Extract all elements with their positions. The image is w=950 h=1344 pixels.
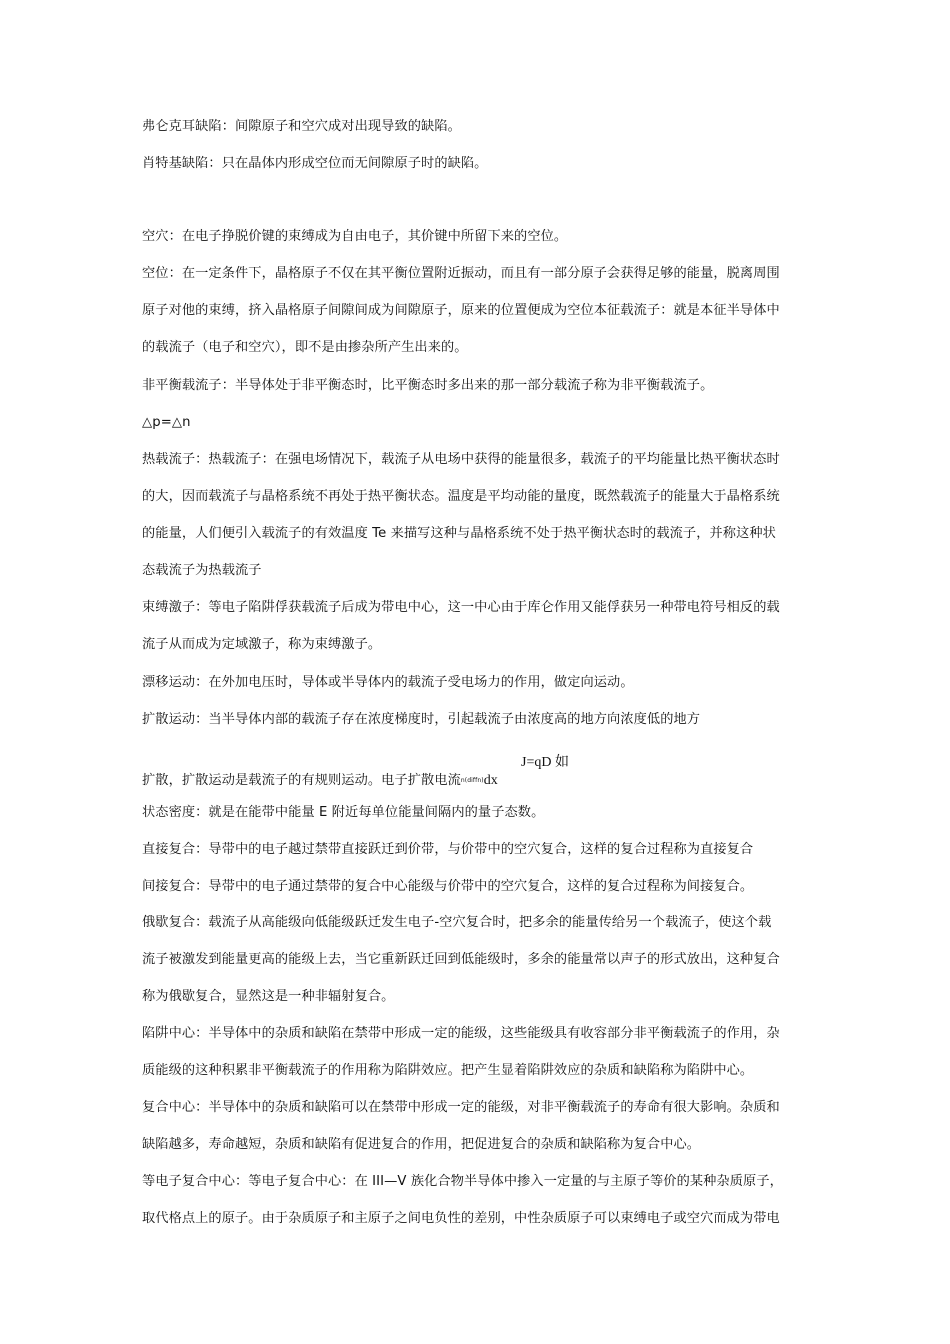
text-line-17: 状态密度：就是在能带中能量 E 附近每单位能量间隔内的量子态数。: [142, 805, 545, 820]
text-line-18: 直接复合：导带中的电子越过禁带直接跃迁到价带，与价带中的空穴复合，这样的复合过程称为直接复合: [142, 842, 754, 857]
text-line-9: 热载流子：热载流子：在强电场情况下，载流子从电场中获得的能量很多，载流子的平均能量比热平衡状态时: [142, 452, 780, 467]
text-line-4: 空位：在一定条件下，晶格原子不仅在其平衡位置附近振动，而且有一部分原子会获得足够的能量，脱离周围: [142, 266, 780, 281]
text-line-5: 原子对他的束缚，挤入晶格原子间隙间成为间隙原子，原来的位置便成为空位本征载流子：就是本征半导体中: [142, 303, 780, 318]
diffusion-subscript: n(diffn): [460, 777, 484, 784]
text-line-27: 等电子复合中心：等电子复合中心：在 III—V 族化合物半导体中掺入一定量的与主原子等价的某种杂质原子，: [142, 1174, 783, 1189]
diffusion-line: [142, 772, 498, 790]
text-line-11: 的能量，人们便引入载流子的有效温度 Te 来描写这种与晶格系统不处于热平衡状态时的载流子，并称这种状: [142, 526, 776, 541]
text-line-6: 的载流子（电子和空穴），即不是由掺杂所产生出来的。: [142, 340, 468, 355]
text-line-8: △p=△n: [142, 415, 191, 430]
text-line-16: 扩散运动：当半导体内部的载流子存在浓度梯度时，引起载流子由浓度高的地方向浓度低的地方: [142, 712, 701, 727]
text-line-19: 间接复合：导带中的电子通过禁带的复合中心能级与价带中的空穴复合，这样的复合过程称为间接复合。: [142, 879, 754, 894]
text-line-14: 流子从而成为定域激子，称为束缚激子。: [142, 637, 382, 652]
text-line-1: 弗仑克耳缺陷：间隙原子和空穴成对出现导致的缺陷。: [142, 119, 461, 134]
diffusion-text: 扩散，扩散运动是载流子的有规则运动。电子扩散电流: [142, 773, 461, 788]
text-line-25: 复合中心：半导体中的杂质和缺陷可以在禁带中形成一定的能级，对非平衡载流子的寿命有很大影响。杂质和: [142, 1100, 780, 1115]
text-line-10: 的大，因而载流子与晶格系统不再处于热平衡状态。温度是平均动能的量度，既然载流子的能量大于晶格系统: [142, 489, 780, 504]
diffusion-dx: dx: [483, 773, 498, 788]
text-line-21: 流子被激发到能量更高的能级上去，当它重新跃迁回到低能级时，多余的能量常以声子的形式放出，这种复合: [142, 952, 780, 967]
text-line-22: 称为俄歇复合，显然这是一种非辐射复合。: [142, 989, 395, 1004]
text-line-3: 空穴：在电子挣脱价键的束缚成为自由电子，其价键中所留下来的空位。: [142, 229, 568, 244]
text-line-2: 肖特基缺陷：只在晶体内形成空位而无间隙原子时的缺陷。: [142, 156, 488, 171]
text-line-12: 态载流子为热载流子: [142, 563, 262, 578]
text-line-7: 非平衡载流子：半导体处于非平衡态时，比平衡态时多出来的那一部分载流子称为非平衡载流子。: [142, 378, 714, 393]
text-line-26: 缺陷越多，寿命越短，杂质和缺陷有促进复合的作用，把促进复合的杂质和缺陷称为复合中心。: [142, 1137, 701, 1152]
text-line-15: 漂移运动：在外加电压时，导体或半导体内的载流子受电场力的作用，做定向运动。: [142, 675, 634, 690]
diffusion-formula-top: J=qD 如: [521, 755, 569, 770]
text-line-13: 束缚激子：等电子陷阱俘获载流子后成为带电中心，这一中心由于库仑作用又能俘获另一种带电符号相反的载: [142, 600, 780, 615]
text-line-28: 取代格点上的原子。由于杂质原子和主原子之间电负性的差别，中性杂质原子可以束缚电子或空穴而成为带电: [142, 1211, 780, 1226]
text-line-20: 俄歇复合：载流子从高能级向低能级跃迁发生电子-空穴复合时，把多余的能量传给另一个载流子，使这个载: [142, 915, 772, 930]
text-line-24: 质能级的这种积累非平衡载流子的作用称为陷阱效应。把产生显着陷阱效应的杂质和缺陷称为陷阱中心。: [142, 1063, 754, 1078]
text-line-23: 陷阱中心：半导体中的杂质和缺陷在禁带中形成一定的能级，这些能级具有收容部分非平衡载流子的作用，杂: [142, 1026, 780, 1041]
